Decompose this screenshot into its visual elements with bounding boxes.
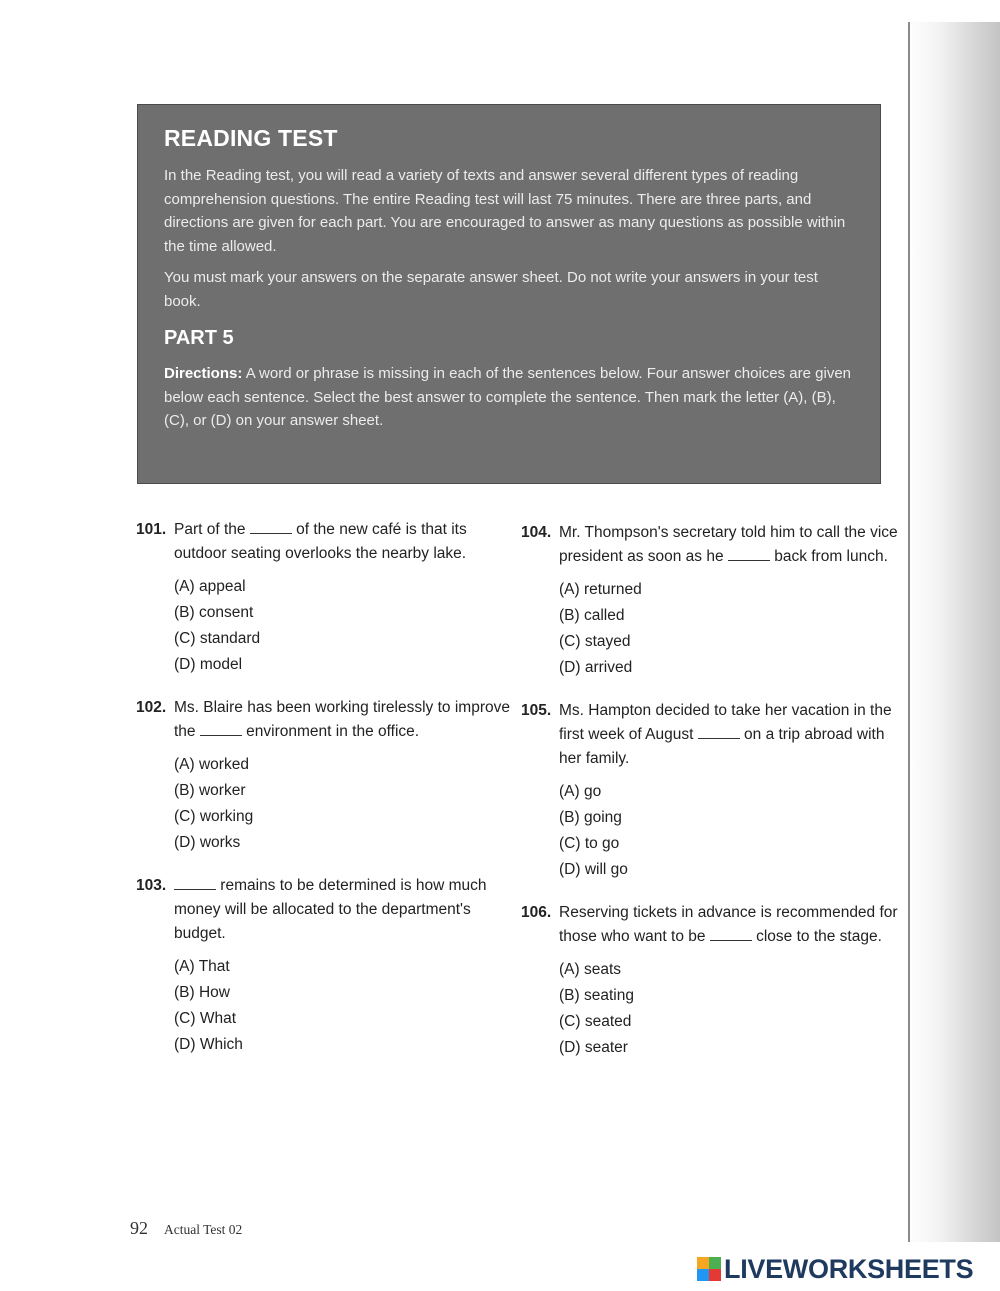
- option-c[interactable]: (C) stayed: [559, 633, 631, 650]
- option-b[interactable]: (B) going: [559, 809, 622, 826]
- option-a[interactable]: (A) worked: [174, 756, 249, 773]
- question-stem: Reserving tickets in advance is recommended for those who want to be close to the stage.: [559, 904, 898, 945]
- question-number: 104.: [521, 524, 552, 541]
- question-number: 101.: [136, 521, 167, 538]
- option-c[interactable]: (C) What: [174, 1010, 236, 1027]
- questions-right-column: [521, 521, 901, 1061]
- answer-options: [174, 954, 516, 1058]
- reading-test-instruction: You must mark your answers on the separate answer sheet. Do not write your answers in your test book.: [164, 269, 818, 310]
- option-d[interactable]: (D) model: [174, 656, 243, 673]
- answer-blank[interactable]: [200, 721, 242, 736]
- reading-test-intro: In the Reading test, you will read a variety of texts and answer several different types of reading comprehension questions. The entire Reading test will last 75 minutes. There are three parts, and directions are given for each part. You are encouraged to answer as many questions as possible within the time allowed.: [164, 167, 846, 255]
- questions-left-column: [136, 518, 516, 1058]
- answer-blank[interactable]: [698, 724, 740, 739]
- question-103: [136, 874, 516, 1058]
- answer-options: [559, 779, 901, 883]
- question-stem: Mr. Thompson's secretary told him to call the vice president as soon as he back from lunch.: [559, 524, 898, 565]
- option-b[interactable]: (B) called: [559, 607, 625, 624]
- option-c[interactable]: (C) standard: [174, 630, 261, 647]
- option-b[interactable]: (B) seating: [559, 987, 634, 1004]
- option-a[interactable]: (A) That: [174, 958, 230, 975]
- answer-blank[interactable]: [710, 926, 752, 941]
- liveworksheets-brand: [697, 1254, 973, 1284]
- directions-label: Directions:: [164, 365, 243, 382]
- answer-blank[interactable]: [728, 546, 770, 561]
- option-c[interactable]: (C) working: [174, 808, 254, 825]
- question-101: [136, 518, 516, 678]
- question-stem: Part of the of the new café is that its outdoor seating overlooks the nearby lake.: [174, 521, 467, 562]
- reading-test-title: READING TEST: [164, 125, 338, 151]
- option-d[interactable]: (D) seater: [559, 1039, 628, 1056]
- brand-text: LIVEWORKSHEETS: [724, 1253, 974, 1284]
- page-edge-shadow: [908, 22, 1000, 1242]
- option-a[interactable]: (A) appeal: [174, 578, 246, 595]
- question-number: 103.: [136, 877, 167, 894]
- directions-text: A word or phrase is missing in each of the sentences below. Four answer choices are given below each sentence. Select the best answer to complete the sentence. Then mark the letter (A), (B), (C), or (D) on your answer sheet.: [164, 365, 852, 429]
- option-b[interactable]: (B) worker: [174, 782, 246, 799]
- option-a[interactable]: (A) returned: [559, 581, 642, 598]
- option-b[interactable]: (B) How: [174, 984, 230, 1001]
- option-a[interactable]: (A) go: [559, 783, 602, 800]
- question-106: [521, 901, 901, 1061]
- question-102: [136, 696, 516, 856]
- option-b[interactable]: (B) consent: [174, 604, 254, 621]
- option-d[interactable]: (D) will go: [559, 861, 628, 878]
- question-105: [521, 699, 901, 883]
- part-title: PART 5: [164, 327, 234, 349]
- page-edge-line: [908, 22, 910, 1242]
- question-number: 102.: [136, 699, 167, 716]
- option-a[interactable]: (A) seats: [559, 961, 622, 978]
- option-d[interactable]: (D) Which: [174, 1036, 243, 1053]
- part-directions: [164, 362, 854, 433]
- question-stem: Ms. Hampton decided to take her vacation in the first week of August on a trip abroad with her family.: [559, 702, 892, 767]
- answer-blank[interactable]: [250, 519, 292, 534]
- question-number: 106.: [521, 904, 552, 921]
- option-d[interactable]: (D) works: [174, 834, 241, 851]
- question-stem: remains to be determined is how much money will be allocated to the department's budget.: [174, 877, 487, 942]
- answer-options: [174, 752, 516, 856]
- question-104: [521, 521, 901, 681]
- question-number: 105.: [521, 702, 552, 719]
- answer-options: [559, 577, 901, 681]
- footer-label: Actual Test 02: [164, 1222, 243, 1237]
- answer-options: [559, 957, 901, 1061]
- reading-test-header: [137, 104, 881, 484]
- option-d[interactable]: (D) arrived: [559, 659, 633, 676]
- answer-options: [174, 574, 516, 678]
- page-number: 92: [130, 1218, 148, 1238]
- option-c[interactable]: (C) to go: [559, 835, 620, 852]
- option-c[interactable]: (C) seated: [559, 1013, 632, 1030]
- answer-blank[interactable]: [174, 875, 216, 890]
- question-stem: Ms. Blaire has been working tirelessly to improve the environment in the office.: [174, 699, 510, 740]
- page-footer: [130, 1218, 242, 1239]
- liveworksheets-logo-icon: [697, 1257, 721, 1281]
